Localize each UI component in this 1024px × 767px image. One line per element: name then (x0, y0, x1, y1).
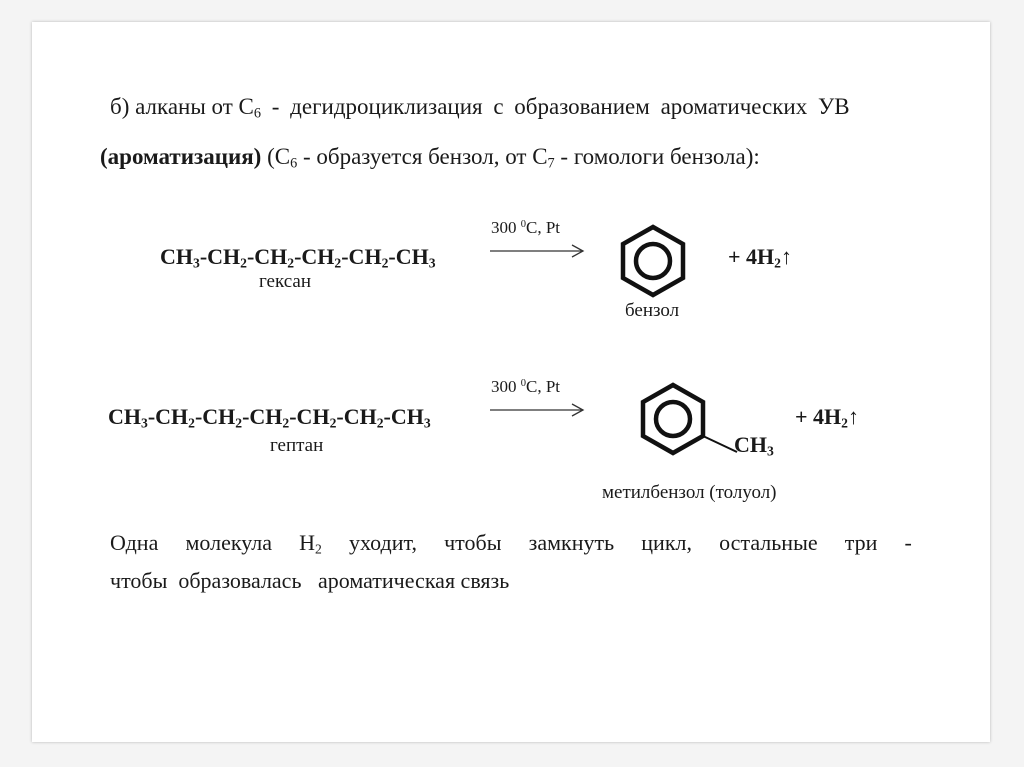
toluene-ring (635, 380, 745, 465)
benzene-label: бензол (625, 300, 680, 321)
heptane-formula-part: -CH (194, 404, 236, 429)
conclusion-word: $H_2$ (299, 530, 322, 557)
intro-line-2: (ароматизация) ($С_6$ - образуется бензол, от $С_7$ - гомологи бензола): (100, 144, 760, 172)
conclusion-word: три (844, 530, 878, 555)
hexane-formula-part: 2 (240, 255, 247, 271)
hexane-formula-part: -CH (294, 244, 335, 269)
hexane-formula-part: 3 (193, 255, 200, 271)
reaction-2-arrow (490, 403, 586, 417)
slide (32, 22, 990, 742)
conclusion-word: цикл, (641, 530, 692, 555)
heptane-formula-part: 2 (376, 415, 384, 431)
heptane-label: гептан (270, 435, 324, 456)
heptane-formula-part: 3 (141, 415, 148, 431)
heptane-formula-part: -CH (147, 404, 189, 429)
aromatization-term: (ароматизация) (100, 144, 262, 169)
hexane-formula-part: CH (160, 244, 193, 269)
hexane-formula-part: 3 (428, 255, 436, 271)
heptane-formula-part: 3 (423, 415, 431, 431)
hexane-formula-part: -CH (199, 244, 241, 269)
conclusion-word: Одна (110, 530, 159, 555)
heptane-formula-part: 2 (235, 415, 243, 431)
conclusion-word: - (904, 530, 912, 555)
reaction-1-arrow (490, 244, 586, 258)
hexane-formula-part: -CH (246, 244, 288, 269)
hexane-formula (160, 244, 436, 270)
heptane-formula-part: 2 (329, 415, 337, 431)
heptane-formula-part: -CH (383, 404, 424, 429)
hexane-formula-part: -CH (341, 244, 382, 269)
heptane-formula-part: -CH (242, 404, 283, 429)
hexane-label: гексан (259, 271, 311, 292)
reaction-2-hydrogen: + $4H_2↑$ (795, 404, 859, 431)
intro-line-1-text: б) алканы от $С_6$ - дегидроциклизация с образованием ароматических УВ (110, 94, 850, 122)
heptane-formula-part: -CH (289, 404, 330, 429)
hexane-formula-part: 2 (334, 255, 342, 271)
hexane-formula-part: 2 (287, 255, 295, 271)
benzene-ring (615, 222, 695, 302)
intro-line-1 (110, 94, 937, 120)
reaction-1-condition: 300 $^0$C, Pt (491, 218, 561, 237)
heptane-formula-part: -CH (336, 404, 377, 429)
methyl-group: $CH_3$ (734, 432, 774, 459)
heptane-formula-part: CH (108, 404, 141, 429)
conclusion-word: остальные (719, 530, 818, 555)
reaction-2-condition: 300 $^0$C, Pt (491, 377, 561, 396)
conclusion-word: чтобы (444, 530, 502, 555)
conclusion-line-2: чтобы образовалась ароматическая связь (110, 568, 510, 593)
conclusion-word: уходит, (349, 530, 417, 555)
conclusion-line-1 (110, 530, 912, 556)
reaction-1-hydrogen: + $4H_2↑$ (728, 244, 792, 271)
heptane-formula-part: 2 (282, 415, 290, 431)
toluene-label: метилбензол (толуол) (602, 482, 777, 503)
hexane-formula-part: 2 (381, 255, 389, 271)
conclusion-word: молекула (185, 530, 273, 555)
heptane-formula-part: 2 (188, 415, 195, 431)
heptane-formula (108, 404, 431, 430)
hexane-formula-part: -CH (388, 244, 429, 269)
conclusion-word: замкнуть (528, 530, 615, 555)
